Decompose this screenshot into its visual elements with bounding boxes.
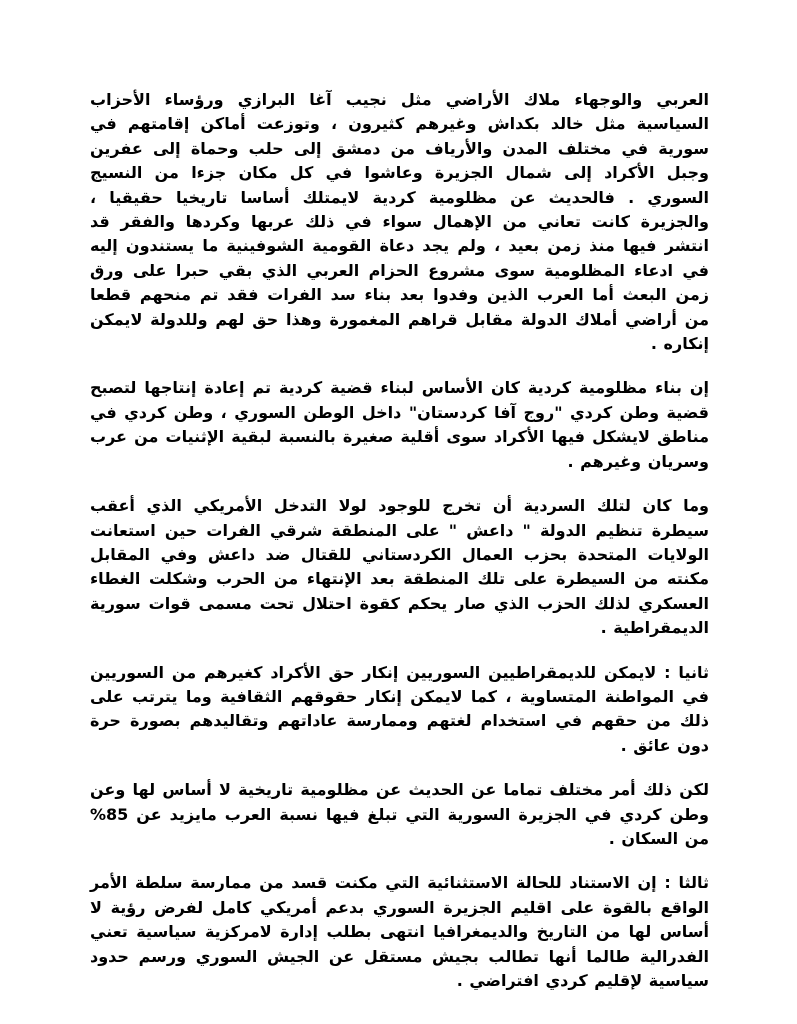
paragraph-3: وما كان لتلك السردية أن تخرج للوجود لولا التدخل الأمريكي الذي أعقب سيطرة تنظيم الدولة " داعش " على المنطقة شرقي الفرات حين استعانت الولايات المتحدة بحزب العمال الكردستاني للقتال ضد داعش وفي المقابل مكنته من السيطرة على تلك المنطقة بعد الإنتهاء من الحرب وشكلت الغطاء العسكري لذلك الحزب الذي صار يحكم كقوة احتلال تحت مسمى قوات سورية الديمقراطية . — [90, 496, 709, 638]
paragraph-6: ثالثا : إن الاستناد للحالة الاستثنائية التي مكنت قسد من ممارسة سلطة الأمر الواقع بالقوة على اقليم الجزيرة السوري بدعم أمريكي كامل لفرض رؤية لا أساس لها من التاريخ والديمغرافيا انتهى بطلب إدارة لامركزية سياسية تعني الفدرالية طالما أنها تطالب بجيش مستقل عن الجيش السوري ورسم حدود سياسية لإقليم كردي افتراضي . — [90, 873, 709, 990]
paragraph-2: إن بناء مظلومية كردية كان الأساس لبناء قضية كردية تم إعادة إنتاجها لتصبح قضية وطن كردي "روج آفا كردستان" داخل الوطن السوري ، وطن كردي في مناطق لايشكل فيها الأكراد سوى أقلية صغيرة بالنسبة لبقية الإثنيات من عرب وسريان وغيرهم . — [90, 378, 709, 471]
paragraph-5: لكن ذلك أمر مختلف تماما عن الحديث عن مظلومية تاريخية لا أساس لها وعن وطن كردي في الجزيرة السورية التي تبلغ فيها نسبة العرب مايزيد عن 85% من السكان . — [90, 780, 709, 848]
paragraph-4: ثانيا : لايمكن للديمقراطيين السوريين إنكار حق الأكراد كغيرهم من السوريين في المواطنة المتساوية ، كما لايمكن إنكار حقوقهم الثقافية وما يترتب على ذلك من حقهم في استخدام لغتهم وممارسة عاداتهم وتقاليدهم بصورة حرة دون عائق . — [90, 662, 709, 755]
paragraph-1: العربي والوجهاء ملاك الأراضي مثل نجيب آغا البرازي ورؤساء الأحزاب السياسية مثل خالد بكداش وغيرهم كثيرون ، وتوزعت أماكن إقامتهم في سورية في مختلف المدن والأرياف من دمشق إلى حلب وحماة إلى عفرين وجبل الأكراد إلى شمال الجزيرة وعاشوا في كل مكان جزءا من النسيج السوري . فالحديث عن مظلومية كردية لايمتلك أساسا تاريخيا حقيقيا ، والجزيرة كانت تعاني من الإهمال سواء في ذلك عربها وكردها والفقر قد انتشر فيها منذ زمن بعيد ، ولم يجد دعاة القومية الشوفينية ما يستندون إليه في ادعاء المظلومية سوى مشروع الحزام العربي الذي بقي حبرا على ورق زمن البعث أما العرب الذين وفدوا بعد بناء سد الفرات فقد تم منحهم قطعا من أراضي أملاك الدولة مقابل قراهم المغمورة وهذا حق لهم وللدولة لايمكن إنكاره . — [90, 90, 709, 354]
